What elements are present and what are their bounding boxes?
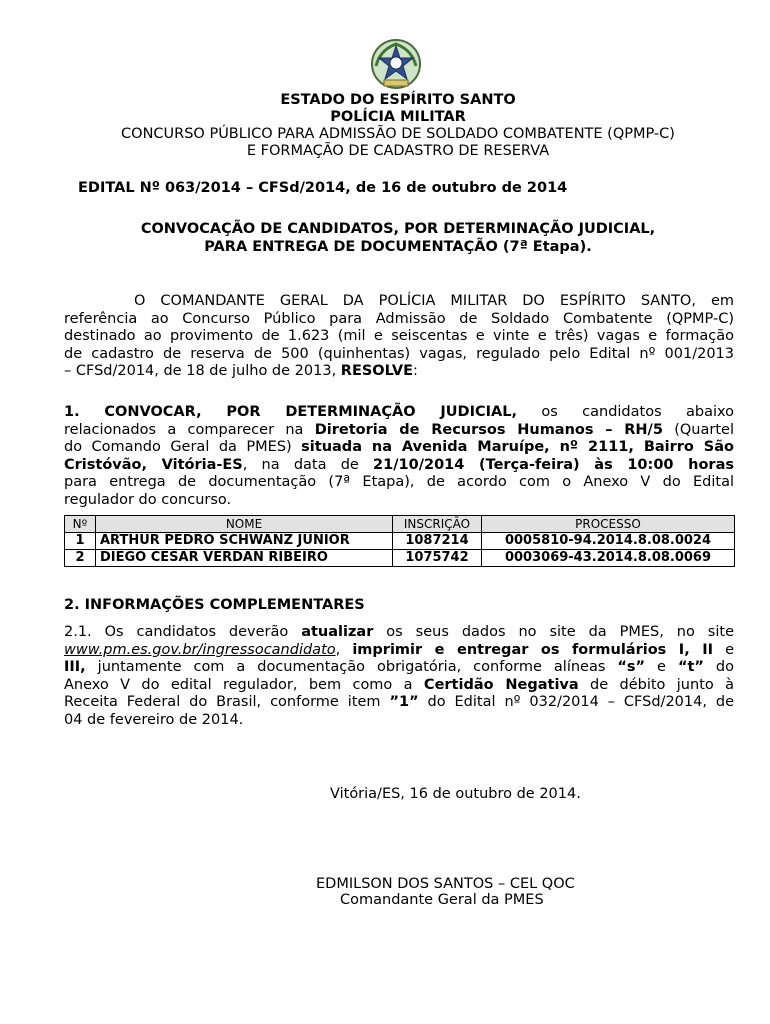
intro-line: O COMANDANTE GERAL DA POLÍCIA MILITAR DO ESPÍRITO SANTO, em: [134, 293, 734, 309]
edital-title: EDITAL Nº 063/2014 – CFSd/2014, de 16 de outubro de 2014: [78, 180, 568, 196]
cell-inscricao: 1087214: [393, 533, 482, 550]
table-row: [65, 533, 735, 550]
section1-line: [64, 457, 734, 475]
website-link[interactable]: www.pm.es.gov.br/ingressocandidato: [64, 641, 336, 658]
intro-line: [64, 363, 734, 381]
section2-text: e: [645, 659, 678, 676]
section2-line: [64, 642, 734, 660]
section2-text: e: [713, 641, 735, 658]
section1-line: [64, 439, 734, 457]
section1-text: do Comando Geral da PMES): [64, 439, 302, 456]
cell-name: DIEGO CESAR VERDAN RIBEIRO: [96, 550, 393, 567]
section1-heading: 1. CONVOCAR, POR DETERMINAÇÃO JUDICIAL,: [64, 404, 517, 420]
intro-paragraph: [64, 293, 734, 381]
section2-line: [64, 624, 734, 642]
candidates-table: [64, 515, 735, 567]
appointment-datetime: 21/10/2014 (Terça-feira) às 10:00 horas: [373, 456, 734, 473]
section2-text: os seus dados no site da PMES, no site: [373, 624, 734, 640]
section2-line: [64, 677, 734, 695]
section1-text: relacionados a comparecer na: [64, 421, 315, 438]
convocation-line2: PARA ENTREGA DE DOCUMENTAÇÃO (7ª Etapa).: [204, 239, 592, 255]
section1-line: regulador do concurso.: [64, 491, 232, 508]
section2-text: do Edital nº 032/2014 – CFSd/2014, de: [418, 694, 734, 711]
section1-text: os candidatos abaixo: [517, 404, 734, 420]
section1-text: , na data de: [242, 456, 374, 473]
convocation-title: [60, 220, 736, 256]
intro-line: destinado ao provimento de 1.623 (mil e seiscentas e vinte e três) vagas e formação: [64, 328, 734, 345]
table-header-row: [65, 516, 735, 533]
section1-paragraph: [64, 404, 734, 510]
column-header: PROCESSO: [482, 516, 735, 533]
column-header: Nº: [65, 516, 96, 533]
contest-title-line1: CONCURSO PÚBLICO PARA ADMISSÃO DE SOLDADO COMBATENTE (QPMP-C): [121, 126, 675, 142]
section2-paragraph: [64, 624, 734, 730]
section2-text: Receita Federal do Brasil, conforme item: [64, 694, 390, 711]
section2-line: [64, 694, 734, 712]
section2-title: 2. INFORMAÇÕES COMPLEMENTARES: [64, 597, 365, 613]
section1-line: [64, 404, 734, 422]
table-row: [65, 550, 735, 567]
section1-line: para entrega de documentação (7ª Etapa), de acordo com o Anexo V do Edital: [64, 474, 734, 491]
section2-text: juntamente com a documentação obrigatória, conforme alíneas: [85, 659, 618, 676]
cell-name: ARTHUR PEDRO SCHWANZ JUNIOR: [96, 533, 393, 550]
section2-line: 04 de fevereiro de 2014.: [64, 711, 244, 728]
column-header: INSCRIÇÃO: [393, 516, 482, 533]
intro-text: :: [413, 363, 418, 380]
coat-of-arms-icon: [368, 36, 424, 92]
cell-processo: 0003069-43.2014.8.08.0069: [482, 550, 735, 567]
section2-line: [64, 659, 734, 677]
intro-line: referência ao Concurso Público para Admissão de Soldado Combatente (QPMP-C): [64, 310, 734, 327]
section2-text: ,: [335, 641, 353, 658]
place-and-date: Vitória/ES, 16 de outubro de 2014.: [330, 786, 581, 802]
address: situada na Avenida Maruípe, nº 2111, Bairro São: [301, 439, 734, 456]
section1-line: [64, 422, 734, 440]
signatory-role: Comandante Geral da PMES: [340, 892, 544, 908]
section2-text: de débito junto à: [578, 676, 734, 693]
item-1: ”1”: [389, 694, 419, 711]
cell-number: 2: [65, 550, 96, 567]
section2-text: Anexo V do edital regulador, bem como a: [64, 676, 424, 693]
department-name: Diretoria de Recursos Humanos – RH/5: [314, 421, 663, 438]
contest-title-line2: E FORMAÇÃO DE CADASTRO DE RESERVA: [246, 143, 550, 159]
forms-instruction: imprimir e entregar os formulários I, II: [352, 641, 714, 658]
convocation-line1: CONVOCAÇÃO DE CANDIDATOS, POR DETERMINAÇÃO JUDICIAL,: [140, 221, 656, 237]
column-header: NOME: [96, 516, 393, 533]
resolve-keyword: RESOLVE: [340, 363, 414, 380]
item-s: “s”: [617, 659, 646, 676]
cell-inscricao: 1075742: [393, 550, 482, 567]
signatory-name: EDMILSON DOS SANTOS – CEL QOC: [316, 876, 575, 892]
certidao-keyword: Certidão Negativa: [423, 676, 579, 693]
intro-text: – CFSd/2014, de 18 de julho de 2013,: [64, 363, 341, 380]
section2-text: 2.1. Os candidatos deverão: [64, 624, 302, 640]
address-city: Cristóvão, Vitória-ES: [64, 456, 243, 473]
state-name: ESTADO DO ESPÍRITO SANTO: [280, 92, 516, 108]
cell-processo: 0005810-94.2014.8.08.0024: [482, 533, 735, 550]
section2-text: do: [703, 659, 734, 676]
update-keyword: atualizar: [301, 624, 374, 640]
institution-name: POLÍCIA MILITAR: [330, 109, 466, 125]
intro-line: de cadastro de reserva de 500 (quinhentas) vagas, regulado pelo Edital nº 001/2013: [64, 345, 734, 362]
letterhead: [60, 92, 736, 160]
forms-instruction: III,: [64, 659, 86, 676]
section1-text: (Quartel: [662, 421, 734, 438]
cell-number: 1: [65, 533, 96, 550]
item-t: “t”: [677, 659, 704, 676]
